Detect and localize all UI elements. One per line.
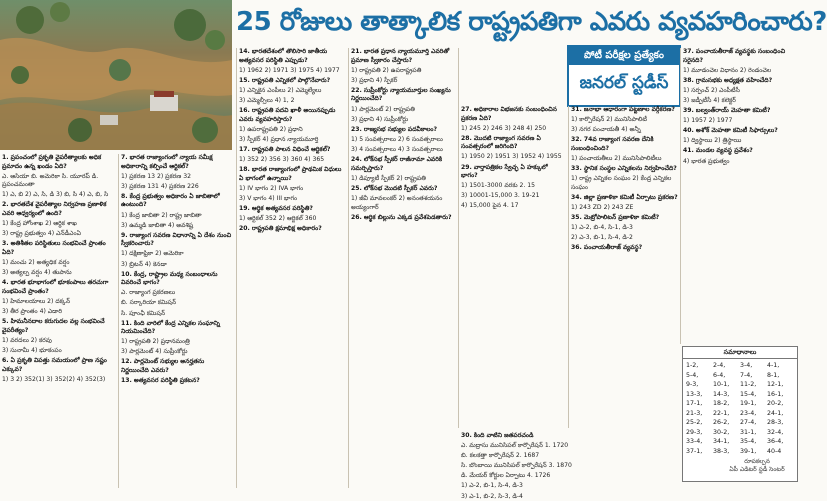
- question-line: 3) ప్రకరణ 131 4) ప్రకరణ 226: [121, 182, 199, 190]
- question-line: 4) భారత ప్రభుత్వం: [683, 157, 730, 165]
- question-line: 9. రాజ్యాంగ సవరణ విధానాన్ని ఏ దేశం నుంచి స్వీకరించారు?: [121, 231, 232, 248]
- question-line: 1) కేంద్ర హోంశాఖ 2) ఆర్థిక శాఖ: [2, 220, 77, 228]
- answer-item: 8-1,: [767, 371, 780, 379]
- question-line: 1) 1501-3000 వరకు 2. 15: [461, 182, 536, 190]
- question-line: 5. హిమనీనదాల కరుగుదల వల్ల సంభవించే వైపరీత్యం?: [2, 318, 105, 334]
- question-line: 26. ఆర్థిక బిల్లును ఎక్కడ ప్రవేశపెడతారు?: [351, 213, 452, 221]
- question-line: 1) మంచు 2) అత్యధిక వర్షం: [2, 259, 70, 267]
- question-line: 1) 1957 2) 1977: [683, 117, 733, 125]
- answer-item: 15-4,: [740, 390, 757, 398]
- question-line: 3) నగర పంచాయతీ 4) అన్నీ: [571, 126, 641, 134]
- column-2: [121, 154, 233, 488]
- section-badge: [567, 45, 681, 107]
- answer-item: 10-1,: [713, 381, 730, 388]
- question-line: 24. లోక్‌సభ స్పీకర్ రాజీనామా ఎవరికి సమర్పిస్తారు?: [351, 156, 443, 172]
- question-line: 1) ఆర్టికల్ 352 2) ఆర్టికల్ 360: [239, 215, 317, 223]
- question-line: 1) వరదలు 2) కరవు: [2, 336, 52, 344]
- question-line: 3) ఎ-1, బి-2, సి-3, డి-4: [461, 492, 523, 500]
- question-line: 1) ఎ, బి 2) ఎ, సి, డి 3) బి, సి 4) ఎ, బి, సి: [2, 191, 109, 199]
- column-5: [461, 106, 565, 428]
- question-line: 4. భారత భూభాగంలో భూకంపాలు తరచుగా సంభవించే ప్రాంతం?: [2, 279, 109, 295]
- question-line: 4) 15,000 పైన 4. 17: [461, 202, 519, 210]
- question-line: 3) V భాగం 4) III భాగం: [239, 194, 298, 202]
- question-line: 3) ప్రధాని 4) సుప్రీంకోర్టు: [351, 115, 409, 123]
- answer-item: 20-2,: [767, 400, 784, 407]
- answer-item: 29-3,: [686, 428, 703, 436]
- question-line: 1) ఉపరాష్ట్రపతి 2) ప్రధాని: [239, 125, 303, 133]
- question-line: 1) రాష్ట్రపతి 2) ఉపరాష్ట్రపతి: [351, 66, 422, 74]
- question-line: 1) ద్విస్థాయి 2) త్రిస్థాయి: [683, 137, 742, 145]
- question-line: 41. మండల వ్యవస్థ ప్రవేశం?: [683, 147, 753, 155]
- answer-item: 11-2,: [740, 381, 757, 388]
- question-line: ఎ. ఆసియా బి. అమెరికా సి. యూరప్ డి. ప్రపంచమంతా: [2, 172, 99, 189]
- question-line: 1) దక్షిణాఫ్రికా 2) అమెరికా: [121, 250, 184, 258]
- question-line: 8. కేంద్ర ప్రభుత్వం అధికారం ఏ జాబితాలో ఉంటుంది?: [121, 192, 220, 209]
- answer-grid: [683, 359, 797, 458]
- answer-item: 2-4,: [713, 362, 726, 369]
- column-4: [351, 48, 455, 428]
- answer-item: 16-1,: [767, 390, 784, 398]
- answer-item: 38-3,: [713, 447, 730, 455]
- question-line: 1) పార్లమెంట్ 2) రాష్ట్రపతి: [351, 105, 415, 113]
- answer-item: 35-4,: [740, 438, 757, 445]
- question-line: 10. కేంద్ర, రాష్ట్రాల మధ్య సంబంధాలను వివరించే భాగం?: [121, 270, 218, 287]
- question-line: 30. కింది వాటిని జతపరచండి: [461, 432, 534, 439]
- headline: 25 రోజులు తాత్కాలిక రాష్ట్రపతిగా ఎవరు వ్యవహరించారు?: [236, 7, 827, 37]
- column-3: [239, 48, 345, 488]
- question-line: 1) రాష్ట్ర ఎన్నికల సంఘం 2) కేంద్ర ఎన్నికల సంఘం: [571, 175, 672, 191]
- question-line: 1) కేంద్ర జాబితా 2) రాష్ట్ర జాబితా: [121, 211, 202, 219]
- answer-item: 39-1,: [740, 447, 757, 455]
- question-line: 14. భారతదేశంలో తొలిసారి జాతీయ అత్యవసర పరిస్థితి ఎప్పుడు?: [239, 48, 328, 64]
- question-line: 1) మూడంచెల విధానం 2) రెండంచెల: [683, 66, 772, 74]
- question-line: సి. బొంబాయి మునిసిపల్ కార్పొరేషన్ 3. 1870: [461, 462, 572, 470]
- question-line: 3) బ్రిటన్ 4) కెనడా: [121, 260, 167, 268]
- question-line: 3) అత్యల్ప వర్షం 4) తుపాను: [2, 269, 72, 277]
- answer-item: 19-1,: [740, 400, 757, 407]
- question-line: 2) ఎ-3, బి-1, సి-4, డి-2: [571, 234, 633, 242]
- badge-top-label: పోటీ పరీక్షల ప్రత్యేకం: [569, 47, 679, 65]
- question-line: 13. అత్యవసర పరిస్థితి ప్రకటన?: [121, 377, 200, 385]
- answer-item: 27-4,: [740, 419, 757, 426]
- question-line: 1) 3 2) 352(1) 3) 352(2) 4) 352(3): [2, 375, 106, 383]
- question-line: 12. పార్లమెంట్ సభ్యుల అనర్హతను నిర్ణయించేది ఎవరు?: [121, 358, 205, 375]
- question-line: 3. అతిశీతల పరిస్థితులు సంభవించే ప్రాంతం ఏది?: [2, 240, 106, 256]
- answer-item: 40-4: [767, 447, 782, 455]
- question-line: 29. వార్తాపత్రికల స్వేచ్ఛ ఏ హక్కులో భాగం?: [461, 163, 548, 180]
- answer-item: 36-4,: [767, 438, 784, 445]
- answer-item: 34-1,: [713, 438, 730, 445]
- question-line: 3) తీర ప్రాంతం 4) ఎడారి: [2, 308, 62, 315]
- question-line: 1) రాష్ట్రపతి 2) ప్రధానమంత్రి: [121, 338, 190, 346]
- answer-item: 25-2,: [686, 419, 703, 426]
- question-line: 1) 352 2) 356 3) 360 4) 365: [239, 156, 325, 164]
- column-6: [571, 106, 679, 428]
- answer-item: 17-1,: [686, 400, 703, 407]
- answer-item: 28-3,: [767, 419, 784, 426]
- question-line: 1) ఎ-2, బి-1, సి-4, డి-3: [461, 482, 523, 490]
- answer-item: 1-2,: [686, 362, 699, 369]
- question-line: 32. 74వ రాజ్యాంగ సవరణ దేనికి సంబంధించింది?: [571, 136, 654, 152]
- question-line: 1. ప్రపంచంలో ప్రకృతి వైపరీత్యాలకు అధిక ప్రమాదం ఉన్న ఖండం ఏది?: [2, 154, 102, 170]
- question-line: 3) సునామీ 4) భూకంపం: [2, 346, 62, 354]
- question-line: 2. భారతదేశ వైపరీత్యాల నిర్వహణ ప్రణాళిక ఎవరి ఆధ్వర్యంలో ఉంది?: [2, 201, 107, 218]
- question-line: 1) 245 2) 246 3) 248 4) 250: [461, 124, 547, 132]
- question-line: 1) కార్పొరేషన్ 2) మునిసిపాలిటీ: [571, 116, 647, 124]
- question-line: 39. బల్వంత్‌రాయ్ మెహతా కమిటీ?: [683, 107, 771, 115]
- answer-key-title: సమాధానాలు: [683, 347, 797, 359]
- question-line: 15. రాష్ట్రపతి ఎన్నికలో పాల్గొనేవారు?: [239, 76, 331, 84]
- answer-item: 31-1,: [740, 428, 757, 436]
- answer-item: 23-4,: [740, 409, 757, 417]
- question-line: 23. రాజ్యసభ సభ్యుల పదవీకాలం?: [351, 125, 438, 133]
- question-line: 27. అధికారాల విభజనకు సంబంధించిన ప్రకరణ ఏది?: [461, 106, 557, 122]
- question-line: 21. భారత ప్రధాన న్యాయమూర్తి ఎవరితో ప్రమాణ స్వీకారం చేస్తారు?: [351, 48, 450, 64]
- badge-main-label: జనరల్ స్టడీస్: [579, 73, 669, 93]
- question-line: 1) డిప్యూటీ స్పీకర్ 2) రాష్ట్రపతి: [351, 174, 426, 182]
- question-line: 1) ఎన్నికైన ఎంపీలు 2) ఎమ్మెల్యేలు: [239, 86, 322, 94]
- question-line: 3) ఉమ్మడి జాబితా 4) అవశిష్ట: [121, 221, 194, 229]
- question-line: 1) సర్పంచ్ 2) ఎంపీటీసీ: [683, 86, 740, 94]
- answer-item: 21-3,: [686, 409, 703, 417]
- column-5-match: [461, 432, 681, 500]
- question-line: 1) 1962 2) 1971 3) 1975 4) 1977: [239, 66, 340, 74]
- question-line: 1) పంచాయతీలు 2) మునిసిపాలిటీలు: [571, 154, 662, 162]
- column-1: [2, 154, 115, 488]
- answer-item: 30-2,: [713, 428, 730, 436]
- question-line: 40. అశోక్ మెహతా కమిటీ సిఫార్సులు?: [683, 127, 778, 135]
- question-line: 7. భారత రాజ్యాంగంలో న్యాయ సమీక్ష అధికారాన్ని కల్పించే ఆర్టికల్?: [121, 154, 213, 170]
- question-line: 18. భారత రాజ్యాంగంలో ప్రాథమిక విధులు ఏ భాగంలో ఉన్నాయి?: [239, 166, 342, 182]
- question-line: 31. జనాభా ఆధారంగా పట్టణాల వర్గీకరణ?: [571, 106, 675, 113]
- question-line: 37. పంచాయతీరాజ్ వ్యవస్థకు సంబంధించి సరైనది?: [683, 48, 786, 64]
- credit: [718, 458, 796, 474]
- question-line: సి. పూంఛీ కమిషన్: [121, 309, 166, 317]
- question-line: 22. సుప్రీంకోర్టు న్యాయమూర్తుల సంఖ్యను నిర్ణయించేది?: [351, 86, 451, 103]
- answer-item: 3-4,: [740, 362, 753, 369]
- question-line: 16. రాష్ట్రపతి పదవి ఖాళీ అయినప్పుడు ఎవరు వ్యవహరిస్తారు?: [239, 107, 336, 123]
- question-line: 3) స్పీకర్ 4) ప్రధాన న్యాయమూర్తి: [239, 135, 319, 143]
- credit-line-1: రూపకల్పన: [744, 458, 770, 465]
- question-line: 1) హిమాలయాలు 2) దక్కన్: [2, 297, 71, 305]
- answer-item: 18-2,: [713, 400, 730, 407]
- answer-item: 9-3,: [686, 381, 699, 388]
- question-line: 3) రాష్ట్ర ప్రభుత్వం 4) ఎన్‌డీఎంఏ: [2, 230, 81, 238]
- question-line: 1) 1950 2) 1951 3) 1952 4) 1955: [461, 153, 562, 161]
- answer-item: 22-1,: [713, 409, 730, 417]
- question-line: 3) పార్లమెంట్ 4) సుప్రీంకోర్టు: [121, 348, 188, 356]
- question-line: 33. స్థానిక సంస్థల ఎన్నికలను నిర్వహించేది?: [571, 165, 677, 173]
- answer-item: 32-4,: [767, 428, 784, 436]
- question-line: బి. కలకత్తా కార్పొరేషన్ 2. 1687: [461, 452, 540, 460]
- answer-item: 7-4,: [740, 371, 753, 379]
- question-line: 19. ఆర్థిక అత్యవసర పరిస్థితి?: [239, 205, 313, 212]
- answer-item: 13-3,: [686, 390, 703, 398]
- question-line: 28. మొదటి రాజ్యాంగ సవరణ ఏ సంవత్సరంలో జరిగింది?: [461, 134, 541, 151]
- credit-line-2: ఏపీ ఎడిటర్ స్టడీ సెంటర్: [729, 466, 785, 473]
- answer-item: 4-1,: [767, 362, 780, 369]
- answer-item: 6-4,: [713, 371, 726, 379]
- answer-item: 14-3,: [713, 390, 730, 398]
- question-line: ఎ. రాజ్యాంగ ప్రకరణలు: [121, 289, 176, 297]
- column-7: [683, 48, 796, 342]
- question-line: 17. రాష్ట్రపతి పాలన విధించే ఆర్టికల్?: [239, 145, 331, 153]
- question-line: 3) 4 సంవత్సరాలు 4) 3 సంవత్సరాలు: [351, 145, 443, 153]
- question-line: 1) జీవీ మావలంకర్ 2) అనంతశయనం అయ్యంగార్: [351, 194, 443, 211]
- question-line: 36. పంచాయతీరాజ్ వ్యవస్థ?: [571, 244, 643, 252]
- answer-item: 26-2,: [713, 419, 730, 426]
- question-line: 35. మెట్రోపాలిటన్ ప్రణాళికా కమిటీ?: [571, 214, 660, 222]
- question-line: 1) ప్రకరణ 13 2) ప్రకరణ 32: [121, 172, 192, 180]
- question-line: 1) IV భాగం 2) IVA భాగం: [239, 184, 304, 192]
- answer-item: 33-4,: [686, 438, 703, 445]
- answer-item: 24-1,: [767, 409, 784, 417]
- question-line: 11. కింది వారిలో కేంద్ర ఎన్నికల సంఘాన్ని నియమించేది?: [121, 319, 220, 336]
- question-line: 1) 243 ZD 2) 243 ZE: [571, 203, 634, 211]
- question-line: 34. జిల్లా ప్రణాళికా కమిటీ ఏర్పాటు ప్రకరణ?: [571, 193, 678, 201]
- question-line: 20. రాష్ట్రపతి క్షమాభిక్ష అధికారం?: [239, 225, 322, 233]
- question-line: 3) ప్రధాని 4) స్పీకర్: [351, 76, 398, 84]
- question-line: 3) 10001-15,000 3. 19-21: [461, 192, 540, 200]
- answer-item: 12-1,: [767, 381, 784, 388]
- question-line: 38. గ్రామసభకు అధ్యక్షత వహించేది?: [683, 76, 773, 84]
- question-line: 3) జడ్పీటీసీ 4) కలెక్టర్: [683, 96, 736, 104]
- question-line: డి. మేయర్ కోర్టుల ఏర్పాటు 4. 1726: [461, 472, 551, 480]
- answer-item: 37-1,: [686, 447, 703, 455]
- question-line: బి. సర్కారియా కమిషన్: [121, 299, 177, 307]
- question-line: 25. లోక్‌సభ మొదటి స్పీకర్ ఎవరు?: [351, 184, 438, 192]
- question-line: 6. ఏ ప్రకృతి విపత్తు సమయంలో ప్రాణ నష్టం ఎక్కువ?: [2, 356, 107, 373]
- question-line: 1) 5 సంవత్సరాలు 2) 6 సంవత్సరాలు: [351, 135, 443, 143]
- question-line: 3) ఎమ్మెల్సీలు 4) 1, 2: [239, 96, 295, 104]
- question-line: ఎ. మద్రాసు మునిసిపల్ కార్పొరేషన్ 1. 1720: [461, 442, 569, 450]
- flood-aerial-photo: [0, 0, 232, 150]
- question-line: 1) ఎ-2, బి-4, సి-1, డి-3: [571, 224, 633, 232]
- answer-item: 5-4,: [686, 371, 699, 379]
